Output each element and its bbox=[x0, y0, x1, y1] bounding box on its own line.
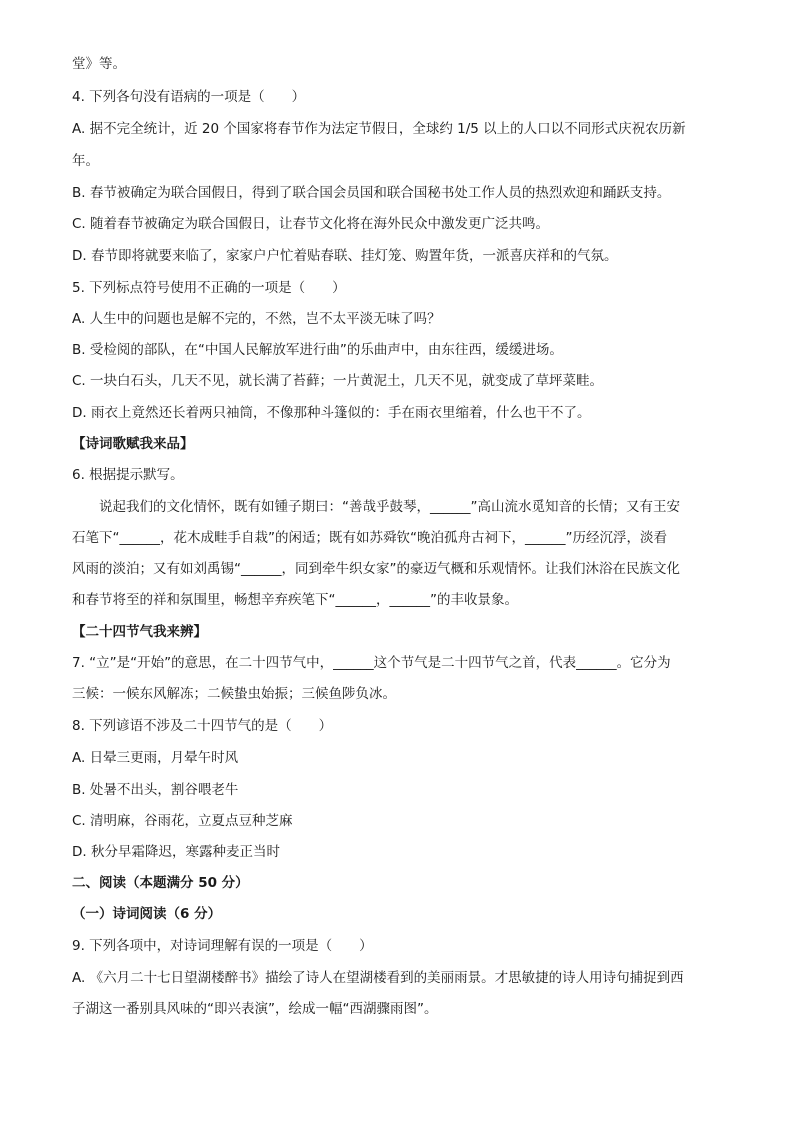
text-line: 9. 下列各项中，对诗词理解有误的一项是（ ） bbox=[72, 938, 373, 954]
text-line: B. 春节被确定为联合国假日，得到了联合国会员国和联合国秘书处工作人员的热烈欢迎和踊跃支持。 bbox=[72, 185, 671, 201]
text-line: 4. 下列各句没有语病的一项是（ ） bbox=[72, 89, 306, 105]
text-line: C. 一块白石头，几天不见，就长满了苔藓；一片黄泥土，几天不见，就变成了草坪菜畦。 bbox=[72, 373, 604, 389]
text-line: D. 雨衣上竟然还长着两只袖筒，不像那种斗篷似的：手在雨衣里缩着，什么也干不了。 bbox=[72, 405, 591, 421]
text-line: 子湖这一番别具风味的“即兴表演”，绘成一幅“西湖骤雨图”。 bbox=[72, 1001, 438, 1017]
text-line: A. 据不完全统计，近 20 个国家将春节作为法定节假日，全球约 1/5 以上的人口以不同形式庆祝农历新 bbox=[72, 121, 686, 137]
text-line: 和春节将至的祥和氛围里，畅想辛弃疾笔下“______，______”的丰收景象。 bbox=[72, 592, 518, 608]
section-heading: 【诗词歌赋我来品】 bbox=[72, 436, 194, 452]
text-line: A. 《六月二十七日望湖楼醉书》描绘了诗人在望湖楼看到的美丽雨景。才思敏捷的诗人用诗句捕捉到西 bbox=[72, 970, 684, 986]
text-line: B. 受检阅的部队，在“中国人民解放军进行曲”的乐曲声中，由东往西，缓缓进场。 bbox=[72, 342, 563, 358]
section-heading: （一）诗词阅读（6 分） bbox=[72, 906, 222, 922]
text-line: 5. 下列标点符号使用不正确的一项是（ ） bbox=[72, 280, 346, 296]
text-line: 风雨的淡泊；又有如刘禹锡“______，同到牵牛织女家”的豪迈气概和乐观情怀。让我们沐浴在民族文化 bbox=[72, 561, 680, 577]
text-line: C. 随着春节被确定为联合国假日，让春节文化将在海外民众中激发更广泛共鸣。 bbox=[72, 216, 550, 232]
text-line: A. 日晕三更雨，月晕午时风 bbox=[72, 750, 239, 766]
text-line: A. 人生中的问题也是解不完的，不然，岂不太平淡无味了吗？ bbox=[72, 311, 441, 327]
text-line: 三候：一候东风解冻；二候蛰虫始振；三候鱼陟负冰。 bbox=[72, 686, 396, 702]
text-line: B. 处暑不出头，割谷喂老牛 bbox=[72, 782, 239, 798]
section-heading: 【二十四节气我来辨】 bbox=[72, 624, 207, 640]
text-line: C. 清明麻，谷雨花，立夏点豆种芝麻 bbox=[72, 813, 293, 829]
text-line: D. 秋分早霜降迟，寒露种麦正当时 bbox=[72, 844, 280, 860]
text-line: D. 春节即将就要来临了，家家户户忙着贴春联、挂灯笼、购置年货，一派喜庆祥和的气氛。 bbox=[72, 248, 618, 264]
text-line: 年。 bbox=[72, 153, 99, 169]
text-line: 8. 下列谚语不涉及二十四节气的是（ ） bbox=[72, 718, 333, 734]
text-line: 说起我们的文化情怀，既有如锺子期曰：“善哉乎鼓琴，______”高山流水觅知音的长情；又有王安 bbox=[99, 499, 680, 515]
text-line: 6. 根据提示默写。 bbox=[72, 467, 184, 483]
text-line: 7. “立”是“开始”的意思，在二十四节气中，______这个节气是二十四节气之首，代表______。它分为 bbox=[72, 655, 671, 671]
text-line: 堂》等。 bbox=[72, 56, 126, 72]
section-heading: 二、阅读（本题满分 50 分） bbox=[72, 875, 249, 891]
text-line: 石笔下“______，花木成畦手自栽”的闲适；既有如苏舜钦“晚泊孤舟古祠下，______”历经沉浮，淡看 bbox=[72, 530, 667, 546]
